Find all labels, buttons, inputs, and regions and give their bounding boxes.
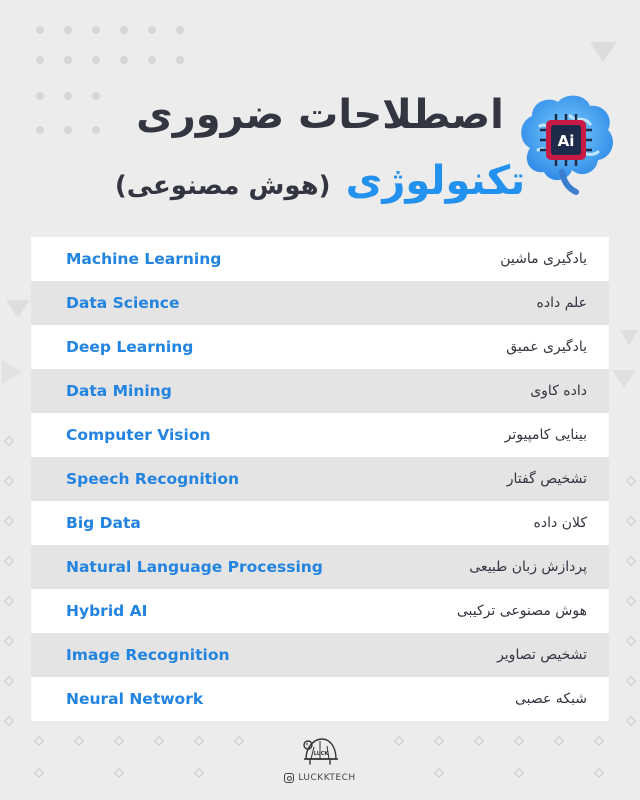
table-row — [31, 501, 609, 545]
term-english: Data Science — [66, 294, 180, 312]
handle-text: LUCKKTECH — [298, 773, 356, 783]
triangle-top-right — [590, 42, 616, 62]
term-persian: تشخیص گفتار — [506, 471, 587, 487]
instagram-handle[interactable] — [0, 773, 640, 783]
term-english: Big Data — [66, 514, 141, 532]
table-row — [31, 457, 609, 501]
table-row — [31, 633, 609, 677]
table-row — [31, 545, 609, 589]
term-persian: هوش مصنوعی ترکیبی — [456, 603, 587, 619]
term-english: Neural Network — [66, 690, 204, 708]
term-persian: پردازش زبان طبیعی — [469, 559, 587, 575]
terms-table — [31, 237, 609, 721]
page-title: اصطلاحات ضروری — [136, 92, 504, 138]
term-english: Machine Learning — [66, 250, 222, 268]
table-row — [31, 325, 609, 369]
table-row — [31, 589, 609, 633]
triangle-left — [6, 300, 30, 318]
subtitle-main: تکنولوژی — [345, 158, 526, 204]
table-row — [31, 369, 609, 413]
term-persian: یادگیری ماشین — [500, 251, 587, 267]
term-persian: علم داده — [536, 295, 587, 311]
term-persian: کلان داده — [533, 515, 587, 531]
term-english: Computer Vision — [66, 426, 211, 444]
triangle-right — [620, 330, 638, 346]
term-persian: بینایی کامپیوتر — [504, 427, 587, 443]
instagram-icon — [284, 773, 294, 783]
ai-brain-icon — [510, 86, 622, 198]
term-english: Hybrid AI — [66, 602, 148, 620]
table-row — [31, 281, 609, 325]
term-persian: شبکه عصبی — [514, 691, 587, 707]
term-persian: یادگیری عمیق — [506, 339, 587, 355]
term-english: Natural Language Processing — [66, 558, 323, 576]
ai-badge-text: Ai — [557, 132, 575, 150]
term-persian: داده کاوی — [530, 383, 587, 399]
turtle-logo-icon — [300, 733, 340, 767]
table-row — [31, 237, 609, 281]
subtitle-parenthetical: (هوش مصنوعی) — [114, 171, 331, 201]
term-english: Image Recognition — [66, 646, 230, 664]
term-persian: تشخیص تصاویر — [497, 647, 587, 663]
table-row — [31, 677, 609, 721]
svg-text:LUCK: LUCK — [313, 751, 329, 757]
table-row — [31, 413, 609, 457]
term-english: Deep Learning — [66, 338, 194, 356]
term-english: Speech Recognition — [66, 470, 240, 488]
term-english: Data Mining — [66, 382, 172, 400]
